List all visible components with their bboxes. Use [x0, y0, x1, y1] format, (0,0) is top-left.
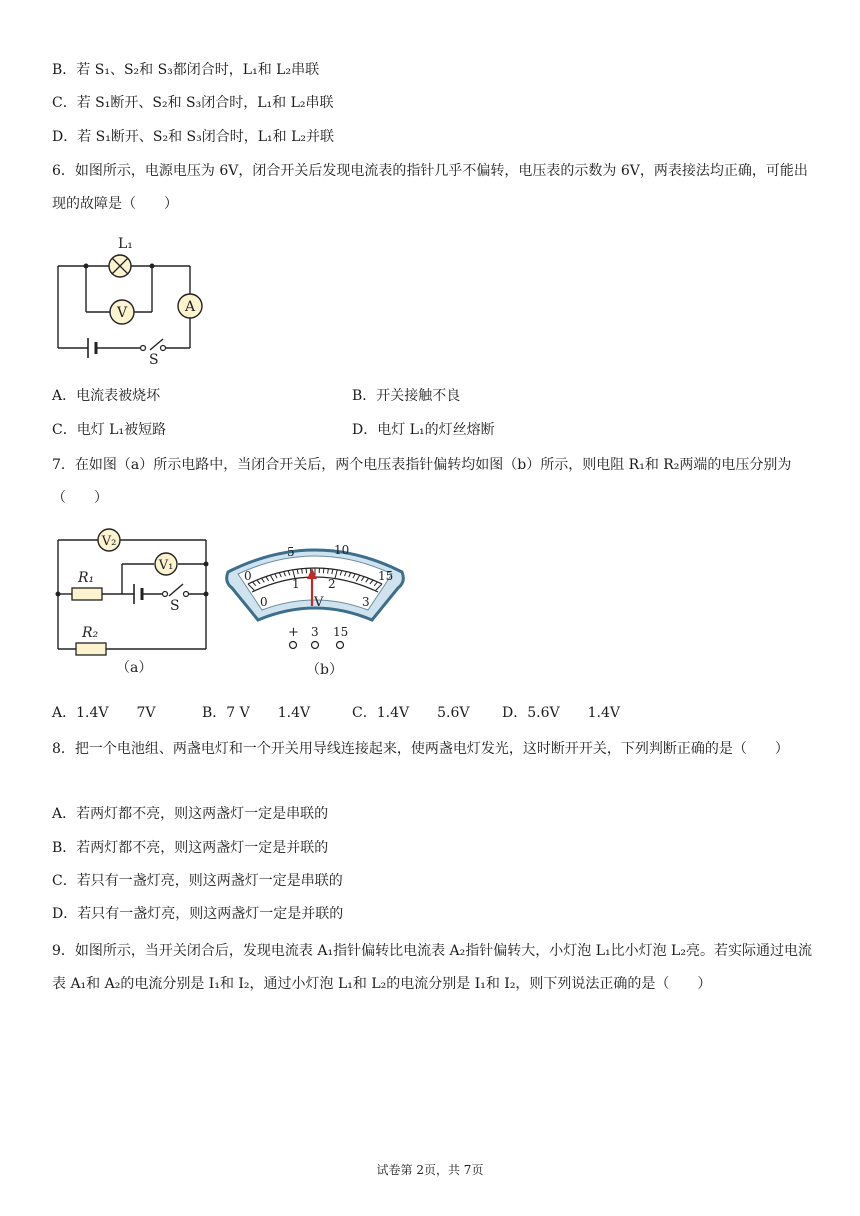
- q8-option-d: D．若只有一盏灯亮，则这两盏灯一定是并联的: [52, 906, 344, 922]
- q7-voltmeter-dial-b: [222, 532, 408, 684]
- q7-r1-label: R₁: [78, 570, 95, 586]
- q7-big-scale-0: 0: [244, 569, 252, 583]
- q7-switch-label: S: [170, 598, 180, 614]
- q6-switch-label: S: [149, 352, 159, 368]
- q8-stem: 8．把一个电池组、两盏电灯和一个开关用导线连接起来，使两盏电灯发光，这时断开开关，下列判断正确的是（ ）: [52, 741, 789, 757]
- dial-tick: [323, 568, 324, 573]
- q7-circuit-diagram-a: [50, 524, 220, 684]
- q7-option-d: D．5.6V 1.4V: [502, 705, 620, 721]
- q7-v1-label: V₁: [158, 558, 174, 573]
- q5-option-d: D．若 S₁断开、S₂和 S₃闭合时，L₁和 L₂并联: [52, 129, 335, 145]
- q7-unit-label: V: [314, 595, 324, 610]
- q7-caption-a: （a）: [116, 660, 153, 676]
- q8-option-a: A．若两灯都不亮，则这两盏灯一定是串联的: [52, 806, 329, 822]
- q7-r2-label: R₂: [82, 625, 99, 641]
- q6-option-a: A．电流表被烧坏: [52, 388, 161, 404]
- q7-option-c: C．1.4V 5.6V: [352, 705, 470, 721]
- q8-option-b: B．若两灯都不亮，则这两盏灯一定是并联的: [52, 840, 329, 856]
- dial-tick: [306, 568, 307, 573]
- q6-stem: 6．如图所示，电源电压为 6V，闭合开关后发现电流表的指针几乎不偏转，电压表的示数为 6V，两表接法均正确，可能出现的故障是（ ）: [52, 163, 808, 212]
- q7-v2-label: V₂: [101, 534, 117, 549]
- q7-big-scale-15: 15: [378, 569, 394, 583]
- q6-option-c: C．电灯 L₁被短路: [52, 422, 167, 438]
- q7-big-scale-10: 10: [334, 543, 350, 557]
- q6-option-d: D．电灯 L₁的灯丝熔断: [352, 422, 495, 438]
- q8-option-c: C．若只有一盏灯亮，则这两盏灯一定是串联的: [52, 873, 343, 889]
- q6-voltmeter-label: V: [116, 305, 128, 321]
- q6-circuit-diagram: [50, 228, 220, 368]
- q7-small-scale-2: 2: [328, 577, 336, 591]
- q7-terminal-15: 15: [333, 625, 349, 639]
- q9-stem: 9．如图所示，当开关闭合后，发现电流表 A₁指针偏转比电流表 A₂指针偏转大，小灯泡 L₁比小灯泡 L₂亮。若实际通过电流表 A₁和 A₂的电流分别是 I₁和 I₂，通过小灯泡 L₁和 L₂的电流分别是 I₁和 I₂，则下列说法正确的是（ ）: [52, 943, 812, 992]
- q6-ammeter-label: A: [184, 299, 196, 315]
- q7-small-scale-0: 0: [260, 595, 268, 609]
- q7-small-scale-1: 1: [292, 577, 300, 591]
- q7-terminal-plus: +: [288, 625, 299, 640]
- q7-stem: 7．在如图（a）所示电路中，当闭合开关后，两个电压表指针偏转均如图（b）所示，则电阻 R₁和 R₂两端的电压分别为（ ）: [52, 457, 792, 506]
- q5-option-c: C．若 S₁断开、S₂和 S₃闭合时，L₁和 L₂串联: [52, 95, 334, 111]
- q6-lamp-label: L₁: [118, 236, 133, 252]
- page-footer: 试卷第 2页，共 7页: [376, 1163, 484, 1177]
- q7-small-scale-3: 3: [362, 595, 370, 609]
- q6-option-b: B．开关接触不良: [352, 388, 461, 404]
- q7-terminal-3: 3: [311, 625, 319, 639]
- q7-option-b: B．7 V 1.4V: [202, 705, 311, 721]
- q7-option-a: A．1.4V 7V: [52, 705, 156, 721]
- q7-caption-b: （b）: [306, 662, 343, 678]
- q5-option-b: B．若 S₁、S₂和 S₃都闭合时，L₁和 L₂串联: [52, 62, 320, 78]
- q7-big-scale-5: 5: [287, 545, 295, 559]
